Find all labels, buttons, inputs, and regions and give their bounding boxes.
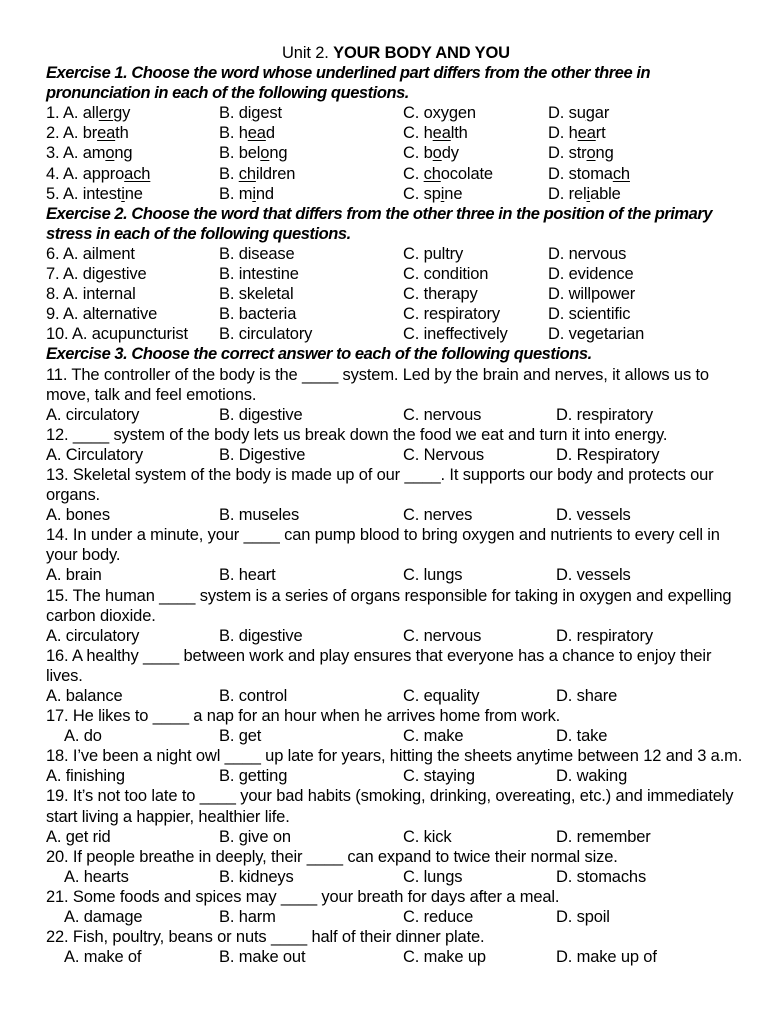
answer-option: B. digest bbox=[219, 104, 282, 123]
answer-option: A. get rid bbox=[46, 827, 111, 846]
answer-option: B. children bbox=[219, 164, 296, 183]
answer-option: D. willpower bbox=[548, 285, 636, 304]
underlined-part: ea bbox=[432, 124, 451, 143]
answer-option: B. disease bbox=[219, 244, 295, 263]
underlined-part: o bbox=[260, 144, 270, 163]
answer-option: C. health bbox=[403, 124, 468, 143]
answer-option: B. skeletal bbox=[219, 285, 294, 304]
answer-option: D. vessels bbox=[556, 566, 631, 585]
answer-option: C. respiratory bbox=[403, 305, 500, 324]
answer-option: A. circulatory bbox=[46, 405, 140, 424]
answer-option: D. respiratory bbox=[556, 405, 653, 424]
answer-option: D. spoil bbox=[556, 908, 610, 927]
answer-option: D. sugar bbox=[548, 104, 610, 123]
answer-option: B. Digestive bbox=[219, 445, 306, 464]
answer-option: B. kidneys bbox=[219, 867, 294, 886]
underlined-part: o bbox=[586, 144, 596, 163]
answer-option: C. spine bbox=[403, 184, 463, 203]
answer-option: D. scientific bbox=[548, 305, 631, 324]
answer-option: A. Circulatory bbox=[46, 445, 143, 464]
answer-option: 4. A. approach bbox=[46, 164, 151, 183]
question-row bbox=[46, 184, 746, 204]
answer-option: 6. A. ailment bbox=[46, 244, 135, 263]
question-text: 15. The human ____ system is a series of organs responsible for taking in oxygen and expelling carbon dioxide. bbox=[46, 586, 732, 625]
answer-option: C. body bbox=[403, 144, 459, 163]
question-row bbox=[46, 103, 746, 123]
answer-option: C. nerves bbox=[403, 506, 473, 525]
answer-option: B. get bbox=[219, 727, 262, 746]
underlined-part: er bbox=[98, 104, 114, 123]
answer-option: A. circulatory bbox=[46, 626, 140, 645]
answer-option: B. control bbox=[219, 687, 288, 705]
question-row bbox=[46, 304, 746, 324]
underlined-part: ea bbox=[97, 124, 116, 143]
question-text: 21. Some foods and spices may ____ your breath for days after a meal. bbox=[46, 887, 560, 906]
answer-option: D. evidence bbox=[548, 265, 634, 284]
answer-option: C. kick bbox=[403, 827, 452, 846]
exercise-1-heading: Exercise 1. Choose the word whose underlined part differs from the other three in pronunciation in each of the following questions. bbox=[46, 64, 651, 103]
question-text: 18. I’ve been a night owl ____ up late for years, hitting the sheets anytime between 12 and 3 a.m. bbox=[46, 747, 743, 766]
answer-option: D. vessels bbox=[556, 506, 631, 525]
exercise-2-list bbox=[46, 244, 746, 344]
answer-option: 5. A. intestine bbox=[46, 184, 143, 203]
answer-option: C. oxygen bbox=[403, 104, 476, 123]
answer-option: D. Respiratory bbox=[556, 445, 660, 464]
options-row bbox=[46, 505, 746, 525]
answer-option: D. nervous bbox=[548, 244, 627, 263]
answer-option: B. getting bbox=[219, 767, 288, 786]
exercise-1-list bbox=[46, 103, 746, 203]
underlined-part: o bbox=[105, 144, 115, 163]
question-text: 19. It’s not too late to ____ your bad habits (smoking, drinking, overeating, etc.) and immediately start living a happier, healthier life. bbox=[46, 787, 734, 826]
underlined-part: ea bbox=[577, 124, 596, 143]
answer-option: A. do bbox=[64, 727, 102, 746]
answer-option: D. remember bbox=[556, 827, 651, 846]
answer-option: C. make bbox=[403, 727, 464, 746]
underlined-part: g bbox=[585, 104, 595, 123]
answer-option: B. circulatory bbox=[219, 325, 313, 344]
answer-option: B. digestive bbox=[219, 405, 303, 424]
answer-option: D. strong bbox=[548, 144, 614, 163]
answer-option: D. share bbox=[556, 687, 618, 705]
answer-option: C. lungs bbox=[403, 566, 463, 585]
underlined-part: g bbox=[448, 104, 458, 123]
answer-option: C. staying bbox=[403, 767, 475, 786]
underlined-part: i bbox=[586, 184, 591, 203]
answer-option: 2. A. breath bbox=[46, 124, 129, 143]
answer-option: B. give on bbox=[219, 827, 291, 846]
question-row bbox=[46, 143, 746, 163]
answer-option: A. damage bbox=[64, 908, 143, 927]
answer-option: B. museles bbox=[219, 506, 300, 525]
answer-option: B. digestive bbox=[219, 626, 303, 645]
options-row bbox=[46, 907, 746, 927]
answer-option: C. nervous bbox=[403, 405, 482, 424]
answer-option: D. reliable bbox=[548, 184, 621, 203]
options-row bbox=[46, 766, 746, 786]
underlined-part: ch bbox=[612, 164, 630, 183]
answer-option: 8. A. internal bbox=[46, 285, 136, 304]
options-row bbox=[46, 445, 746, 465]
answer-option: B. make out bbox=[219, 948, 306, 967]
answer-option: C. condition bbox=[403, 265, 489, 284]
underlined-part: ach bbox=[124, 164, 151, 183]
question-row bbox=[46, 284, 746, 304]
answer-option: D. vegetarian bbox=[548, 325, 645, 344]
exercise-3-heading: Exercise 3. Choose the correct answer to each of the following questions. bbox=[46, 345, 592, 364]
underlined-part: o bbox=[432, 144, 442, 163]
unit-label: Unit 2. bbox=[282, 44, 329, 62]
answer-option: C. chocolate bbox=[403, 164, 493, 183]
question-row bbox=[46, 264, 746, 284]
question-text: 13. Skeletal system of the body is made up of our ____. It supports our body and protects our organs. bbox=[46, 465, 714, 505]
underlined-part: i bbox=[440, 184, 445, 203]
answer-option: C. therapy bbox=[403, 285, 478, 304]
options-row bbox=[46, 726, 746, 746]
answer-option: C. Nervous bbox=[403, 445, 485, 464]
options-row bbox=[46, 827, 746, 847]
answer-option: B. mind bbox=[219, 184, 274, 203]
answer-option: C. nervous bbox=[403, 626, 482, 645]
answer-option: 10. A. acupuncturist bbox=[46, 325, 188, 344]
answer-option: A. balance bbox=[46, 687, 123, 705]
question-row bbox=[46, 123, 746, 143]
question-row bbox=[46, 324, 746, 344]
answer-option: D. make up of bbox=[556, 948, 657, 967]
exercise-2-heading: Exercise 2. Choose the word that differs from the other three in the position of the primary stress in each of the following questions. bbox=[46, 204, 713, 243]
answer-option: 3. A. among bbox=[46, 144, 133, 163]
question-text: 20. If people breathe in deeply, their ____ can expand to twice their normal size. bbox=[46, 847, 618, 866]
answer-option: 7. A. digestive bbox=[46, 265, 147, 284]
answer-option: A. brain bbox=[46, 566, 102, 585]
answer-option: C. reduce bbox=[403, 908, 474, 927]
answer-option: C. lungs bbox=[403, 867, 463, 886]
question-text: 17. He likes to ____ a nap for an hour when he arrives home from work. bbox=[46, 707, 561, 726]
question-text: 22. Fish, poultry, beans or nuts ____ half of their dinner plate. bbox=[46, 928, 485, 947]
answer-option: D. stomachs bbox=[556, 867, 647, 886]
worksheet-title bbox=[46, 43, 746, 63]
underlined-part: g bbox=[251, 104, 261, 123]
answer-option: D. stomach bbox=[548, 164, 630, 183]
underlined-part: ch bbox=[423, 164, 441, 183]
underlined-part: i bbox=[252, 184, 256, 203]
underlined-part: i bbox=[121, 184, 125, 203]
answer-option: 9. A. alternative bbox=[46, 305, 158, 324]
answer-option: B. harm bbox=[219, 908, 276, 927]
options-row bbox=[46, 686, 746, 706]
question-text: 14. In under a minute, your ____ can pump blood to bring oxygen and nutrients to every cell in your body. bbox=[46, 526, 720, 565]
answer-option: D. respiratory bbox=[556, 626, 653, 645]
underlined-part: ch bbox=[238, 164, 256, 183]
answer-option: C. ineffectively bbox=[403, 325, 508, 344]
answer-option: B. bacteria bbox=[219, 305, 297, 324]
question-row bbox=[46, 164, 746, 184]
answer-option: 1. A. allergy bbox=[46, 104, 131, 123]
answer-option: B. head bbox=[219, 124, 275, 143]
answer-option: C. pultry bbox=[403, 244, 464, 263]
answer-option: C. equality bbox=[403, 687, 480, 705]
answer-option: B. heart bbox=[219, 566, 276, 585]
question-row bbox=[46, 244, 746, 264]
options-row bbox=[46, 626, 746, 646]
answer-option: A. hearts bbox=[64, 867, 129, 886]
question-text: 16. A healthy ____ between work and play ensures that everyone has a chance to enjoy their lives. bbox=[46, 646, 712, 685]
answer-option: A. finishing bbox=[46, 767, 125, 786]
answer-option: D. waking bbox=[556, 767, 628, 786]
answer-option: A. bones bbox=[46, 506, 110, 525]
question-text: 12. ____ system of the body lets us break down the food we eat and turn it into energy. bbox=[46, 425, 668, 444]
options-row bbox=[46, 405, 746, 425]
answer-option: A. make of bbox=[64, 948, 142, 967]
options-row bbox=[46, 565, 746, 585]
options-row bbox=[46, 947, 746, 967]
question-text: 11. The controller of the body is the ____ system. Led by the brain and nerves, it allows us to move, talk and feel emotions. bbox=[46, 365, 709, 404]
answer-option: B. intestine bbox=[219, 265, 299, 284]
underlined-part: ea bbox=[247, 124, 266, 143]
unit-name: YOUR BODY AND YOU bbox=[333, 44, 510, 62]
answer-option: D. heart bbox=[548, 124, 606, 143]
answer-option: C. make up bbox=[403, 948, 486, 967]
answer-option: D. take bbox=[556, 727, 608, 746]
answer-option: B. belong bbox=[219, 144, 288, 163]
worksheet-page bbox=[46, 43, 746, 967]
options-row bbox=[46, 867, 746, 887]
exercise-3-list bbox=[46, 365, 746, 968]
